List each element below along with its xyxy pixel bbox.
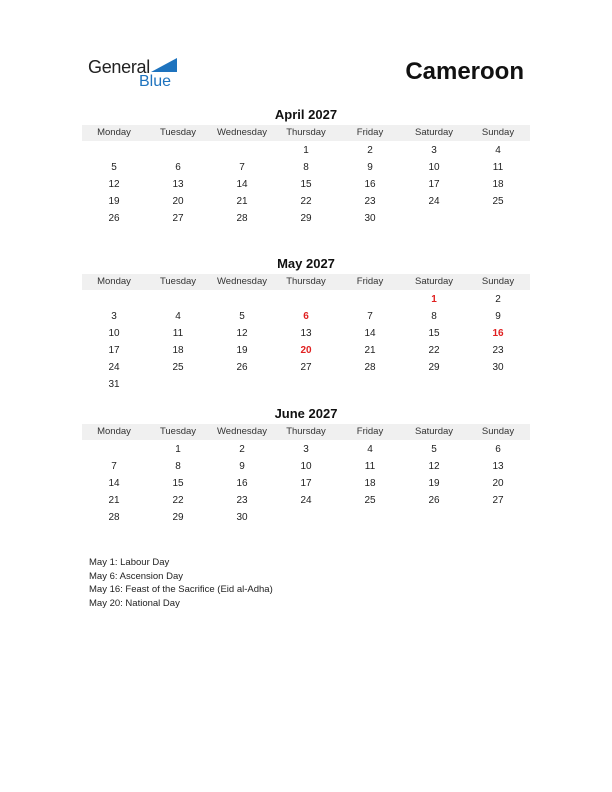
day-cell: 2 <box>367 145 373 156</box>
holiday-note: May 6: Ascension Day <box>89 570 183 582</box>
day-cell <box>338 509 402 526</box>
day-cell <box>82 142 146 159</box>
week-row <box>82 193 530 210</box>
week-row <box>82 291 530 308</box>
weekday-label: Tuesday <box>159 127 197 138</box>
day-cell: 24 <box>300 495 312 506</box>
day-cell: 2 <box>495 294 501 305</box>
day-cell: 18 <box>364 478 376 489</box>
day-cell: 5 <box>431 444 437 455</box>
day-cell: 25 <box>492 196 504 207</box>
day-cell: 16 <box>236 478 248 489</box>
day-cell: 27 <box>492 495 504 506</box>
weekday-label: Saturday <box>414 127 454 138</box>
day-cell: 12 <box>236 328 248 339</box>
day-cell: 11 <box>172 328 184 339</box>
day-cell: 27 <box>300 362 312 373</box>
holiday-note: May 1: Labour Day <box>89 557 170 568</box>
day-cell: 25 <box>364 495 376 506</box>
week-row <box>82 376 530 393</box>
day-cell: 29 <box>300 213 312 224</box>
holiday-day-cell: 20 <box>300 345 312 356</box>
weekday-label: Saturday <box>414 426 454 437</box>
week-row <box>82 142 530 159</box>
day-cell: 20 <box>492 478 504 489</box>
weekday-label: Friday <box>356 276 384 287</box>
day-cell: 14 <box>108 478 120 489</box>
day-cell: 26 <box>108 213 120 224</box>
day-cell: 8 <box>303 162 309 173</box>
day-cell: 16 <box>364 179 376 190</box>
day-cell: 4 <box>495 145 501 156</box>
day-cell <box>146 376 210 393</box>
day-cell: 13 <box>172 179 184 190</box>
day-cell <box>274 376 338 393</box>
week-row <box>82 159 530 176</box>
day-cell: 22 <box>172 495 184 506</box>
month-april <box>82 107 530 227</box>
day-cell: 31 <box>108 379 120 390</box>
day-cell: 3 <box>111 311 117 322</box>
day-cell: 17 <box>108 345 120 356</box>
day-cell: 28 <box>364 362 376 373</box>
day-cell <box>82 441 146 458</box>
weekday-label: Tuesday <box>159 426 197 437</box>
holiday-note: May 20: National Day <box>89 597 180 609</box>
day-cell: 3 <box>431 145 437 156</box>
day-cell: 9 <box>367 162 373 173</box>
day-cell: 10 <box>300 461 312 472</box>
day-cell: 10 <box>428 162 440 173</box>
week-row <box>82 441 530 458</box>
day-cell: 24 <box>108 362 120 373</box>
month-may <box>82 256 530 393</box>
week-row <box>82 509 530 526</box>
weekday-label: Thursday <box>286 276 326 287</box>
day-cell: 19 <box>428 478 440 489</box>
day-cell: 18 <box>172 345 184 356</box>
day-cell <box>338 376 402 393</box>
day-cell: 4 <box>175 311 181 322</box>
day-cell <box>146 142 210 159</box>
day-cell <box>274 291 338 308</box>
weekday-label: Monday <box>97 426 131 437</box>
day-cell <box>466 376 530 393</box>
weekday-label: Wednesday <box>217 426 267 437</box>
week-row <box>82 475 530 492</box>
day-cell: 29 <box>428 362 440 373</box>
day-cell: 9 <box>239 461 245 472</box>
day-cell: 19 <box>108 196 120 207</box>
weekday-label: Friday <box>356 426 384 437</box>
day-cell: 29 <box>172 512 184 523</box>
month-june <box>82 406 530 526</box>
weekday-label: Monday <box>97 276 131 287</box>
day-cell <box>210 291 274 308</box>
month-title: May 2027 <box>277 256 335 271</box>
day-cell: 24 <box>428 196 440 207</box>
day-cell: 14 <box>236 179 248 190</box>
holiday-day-cell: 16 <box>492 328 504 339</box>
day-cell: 10 <box>108 328 120 339</box>
day-cell: 13 <box>300 328 312 339</box>
day-cell: 1 <box>303 145 309 156</box>
day-cell: 20 <box>172 196 184 207</box>
holiday-note: May 16: Feast of the Sacrifice (Eid al-Adha) <box>89 584 273 596</box>
day-cell: 12 <box>108 179 120 190</box>
holiday-notes <box>89 556 273 610</box>
day-cell: 12 <box>428 461 440 472</box>
day-cell <box>402 509 466 526</box>
day-cell: 23 <box>492 345 504 356</box>
day-cell: 14 <box>364 328 376 339</box>
day-cell: 13 <box>492 461 504 472</box>
day-cell: 4 <box>367 444 373 455</box>
day-cell: 8 <box>175 461 181 472</box>
day-cell <box>146 291 210 308</box>
week-row <box>82 492 530 509</box>
weekday-label: Sunday <box>481 276 515 287</box>
day-cell <box>466 210 530 227</box>
weekday-label: Tuesday <box>159 276 197 287</box>
weekday-label: Sunday <box>481 426 515 437</box>
day-cell <box>210 376 274 393</box>
weekday-label: Saturday <box>414 276 454 287</box>
day-cell: 30 <box>492 362 504 373</box>
day-cell: 30 <box>364 213 376 224</box>
day-cell: 21 <box>236 196 248 207</box>
day-cell: 21 <box>364 345 376 356</box>
day-cell <box>402 376 466 393</box>
weekday-label: Thursday <box>286 426 326 437</box>
day-cell <box>402 210 466 227</box>
day-cell: 7 <box>367 311 373 322</box>
weekday-label: Thursday <box>286 127 326 138</box>
week-row <box>82 176 530 193</box>
day-cell: 7 <box>239 162 245 173</box>
day-cell: 21 <box>108 495 120 506</box>
day-cell: 11 <box>492 162 504 173</box>
day-cell: 8 <box>431 311 437 322</box>
week-row <box>82 210 530 227</box>
day-cell: 25 <box>172 362 184 373</box>
day-cell: 17 <box>300 478 312 489</box>
day-cell: 18 <box>492 179 504 190</box>
day-cell: 5 <box>239 311 245 322</box>
day-cell: 23 <box>236 495 248 506</box>
weekday-label: Monday <box>97 127 131 138</box>
day-cell: 15 <box>428 328 440 339</box>
day-cell: 28 <box>236 213 248 224</box>
weekday-label: Sunday <box>481 127 515 138</box>
day-cell: 22 <box>300 196 312 207</box>
holiday-day-cell: 1 <box>431 294 437 305</box>
week-row <box>82 308 530 325</box>
day-cell: 26 <box>428 495 440 506</box>
day-cell: 28 <box>108 512 120 523</box>
day-cell: 23 <box>364 196 376 207</box>
logo-text-blue: Blue <box>139 73 172 90</box>
day-cell: 17 <box>428 179 440 190</box>
day-cell: 6 <box>495 444 501 455</box>
day-cell: 6 <box>175 162 181 173</box>
week-row <box>82 325 530 342</box>
day-cell: 2 <box>239 444 245 455</box>
logo-text-general: General <box>88 57 150 77</box>
brand-logo <box>88 56 188 92</box>
day-cell: 15 <box>172 478 184 489</box>
day-cell: 22 <box>428 345 440 356</box>
day-cell: 7 <box>111 461 117 472</box>
weekday-label: Wednesday <box>217 127 267 138</box>
month-title: April 2027 <box>274 107 338 122</box>
week-row <box>82 458 530 475</box>
holiday-day-cell: 6 <box>303 311 309 322</box>
day-cell: 15 <box>300 179 312 190</box>
week-row <box>82 359 530 376</box>
weekday-header-row <box>82 125 530 141</box>
day-cell <box>210 142 274 159</box>
weekday-header-row <box>82 274 530 290</box>
weekday-label: Friday <box>356 127 384 138</box>
day-cell <box>82 291 146 308</box>
day-cell <box>338 291 402 308</box>
day-cell: 5 <box>111 162 117 173</box>
logo-flag-icon <box>151 58 177 72</box>
day-cell: 1 <box>175 444 181 455</box>
day-cell: 30 <box>236 512 248 523</box>
country-title: Cameroon <box>405 58 524 85</box>
weekday-label: Wednesday <box>217 276 267 287</box>
day-cell: 27 <box>172 213 184 224</box>
week-row <box>82 342 530 359</box>
month-title: June 2027 <box>274 406 338 421</box>
weekday-header-row <box>82 424 530 440</box>
day-cell: 26 <box>236 362 248 373</box>
day-cell: 3 <box>303 444 309 455</box>
day-cell: 19 <box>236 345 248 356</box>
day-cell <box>466 509 530 526</box>
day-cell: 11 <box>364 461 376 472</box>
day-cell <box>274 509 338 526</box>
day-cell: 9 <box>495 311 501 322</box>
